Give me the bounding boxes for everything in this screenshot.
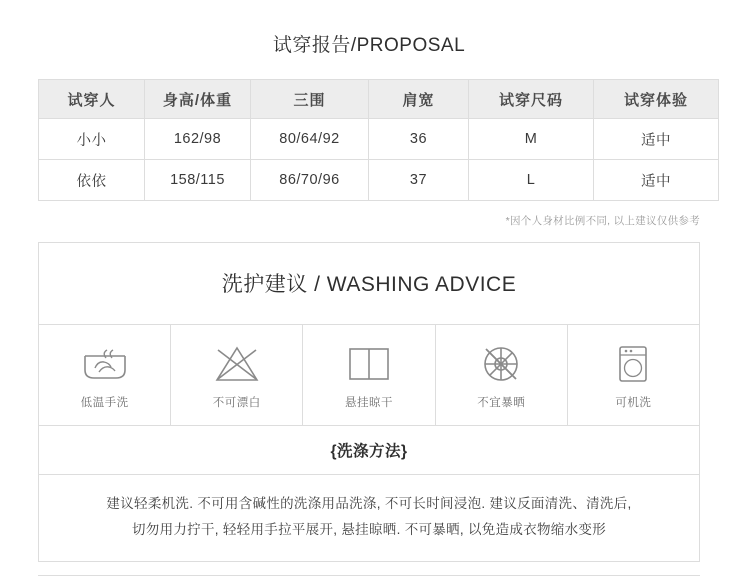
column-header-experience: 试穿体验 [594,80,719,119]
column-header-model: 试穿人 [39,80,145,119]
cell-size: L [469,160,594,201]
washing-icon-row [39,324,699,425]
no-sun-dry-icon [476,341,526,387]
washing-icon-cell-no-bleach [171,325,303,425]
washing-icon-label: 可机洗 [615,396,652,409]
table-body [39,119,719,201]
washing-icon-cell-hang-dry [303,325,435,425]
washing-icon-cell-hand-wash [39,325,171,425]
hand-wash-icon [77,341,133,387]
washing-method-body [39,475,699,561]
hang-dry-icon [343,341,395,387]
washing-method-line: 切勿用力拧干, 轻轻用手拉平展开, 悬挂晾晒. 不可暴晒, 以免造成衣物缩水变形 [131,522,606,537]
column-header-height-weight: 身高/体重 [145,80,251,119]
washing-method-section [38,425,700,562]
washing-method-title: {洗涤方法} [39,426,699,475]
column-header-measurements: 三围 [251,80,369,119]
washing-advice-title: 洗护建议 / WASHING ADVICE [221,273,517,296]
cell-height-weight: 158/115 [145,160,251,201]
page-title: 试穿报告/PROPOSAL [272,35,466,56]
table-footnote: *因个人身材比例不同, 以上建议仅供参考 [505,215,700,227]
washing-icon-label: 不可漂白 [212,396,261,409]
washing-icon-cell-machine-wash [568,325,699,425]
cell-model: 依依 [39,160,145,201]
washing-icon-cell-no-sun-dry [436,325,568,425]
cell-height-weight: 162/98 [145,119,251,160]
washing-method-line: 建议轻柔机洗. 不可用含碱性的洗涤用品洗涤, 不可长时间浸泡. 建议反面清洗、清洗后, [106,496,632,511]
washing-icon-label: 低温手洗 [80,396,129,409]
content-container [38,0,700,576]
column-header-size: 试穿尺码 [469,80,594,119]
cell-shoulder: 36 [369,119,469,160]
washing-icon-label: 不宜暴晒 [477,396,526,409]
machine-wash-icon [610,341,656,387]
fit-report-table [38,79,719,201]
no-bleach-icon [212,341,262,387]
table-row [39,160,719,201]
table-header-row [39,80,719,119]
cell-measurements: 86/70/96 [251,160,369,201]
table-header [39,80,719,119]
cell-size: M [469,119,594,160]
washing-icon-label: 悬挂晾干 [345,396,393,409]
cell-measurements: 80/64/92 [251,119,369,160]
column-header-shoulder: 肩宽 [369,80,469,119]
cell-experience: 适中 [594,160,719,201]
cell-experience: 适中 [594,119,719,160]
washing-advice-section [38,242,700,425]
table-row [39,119,719,160]
cell-model: 小小 [39,119,145,160]
cell-shoulder: 37 [369,160,469,201]
